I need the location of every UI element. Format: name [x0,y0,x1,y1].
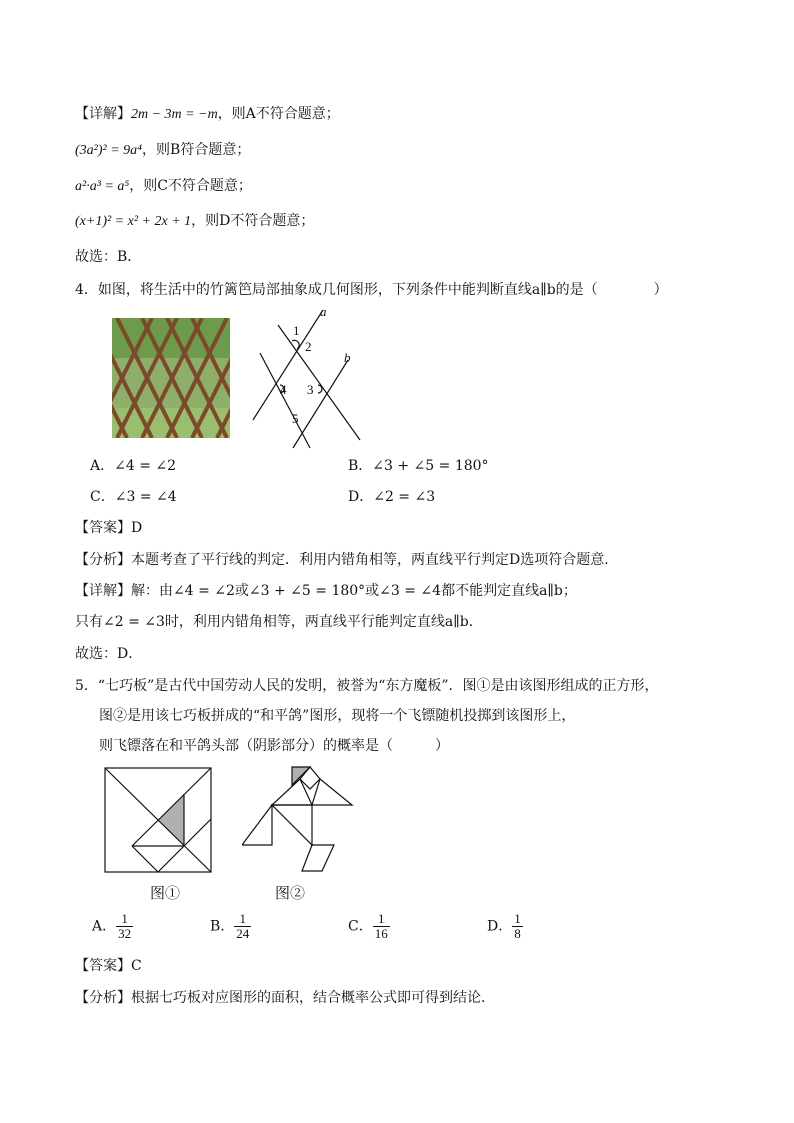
q4-choice: 故选：D． [75,646,143,662]
label-1: 1 [293,323,300,338]
option-letter: C． [348,918,373,935]
q4-option-d[interactable]: D．∠2 = ∠3 [348,489,436,505]
q4-option-b[interactable]: B．∠3 + ∠5 = 180° [348,458,489,474]
label-4: 4 [280,382,287,397]
figure-2-caption: 图② [275,884,306,902]
denominator: 24 [236,926,250,941]
label-b: b [344,350,351,365]
tangram-square-figure [104,767,212,873]
q5-analysis: 【分析】根据七巧板对应图形的面积，结合概率公式即可得到结论． [75,990,495,1006]
q3-choice: 故选：B． [75,249,142,265]
math-expr: (x+1)² = x² + 2x + 1 [75,214,192,229]
denominator: 8 [514,926,521,941]
parallel-lines-figure [248,305,368,450]
numerator: 1 [234,912,251,927]
q4-analysis: 【分析】本题考查了平行线的判定．利用内错角相等，两直线平行判定D选项符合题意． [75,552,619,568]
q5-line-3: 则飞镖落在和平鸽头部（阴影部分）的概率是（ ） [99,738,449,754]
q4-detail-2: 只有∠2 = ∠3时，利用内错角相等，两直线平行能判定直线a∥b． [75,614,483,630]
label-2: 2 [305,339,312,354]
q5-line-1: 5．“七巧板”是古代中国劳动人民的发明，被誉为“东方魔板”．图①是由该图形组成的正方形， [75,678,659,694]
q3-detail-line-2 [75,140,250,161]
option-letter: D． [487,918,513,935]
numerator: 1 [373,912,390,927]
denominator: 16 [374,926,388,941]
fence-photo [112,318,230,438]
numerator: 1 [514,911,521,926]
q5-option-d[interactable] [487,912,523,941]
option-letter: B． [210,918,235,935]
fraction [512,912,523,941]
q5-option-b[interactable] [210,912,251,941]
label-5: 5 [292,411,299,426]
text: ，则D不符合题意； [191,213,315,229]
q3-detail-line-1 [75,104,340,125]
figure-1-caption: 图① [150,884,181,902]
math-expr: 2m − 3m = −m [131,107,218,122]
denominator: 32 [118,926,132,941]
text: ，则C不符合题意； [129,178,252,194]
math-expr: a²·a³ = a⁵ [75,179,130,194]
q4-option-c[interactable]: C．∠3 = ∠4 [90,489,177,505]
fraction [234,912,251,941]
q3-detail-line-3 [75,176,252,197]
q5-option-c[interactable] [348,912,390,941]
math-expr: (3a²)² = 9a⁴ [75,143,143,158]
q5-line-2: 图②是用该七巧板拼成的“和平鸽”图形，现将一个飞镖随机投掷到该图形上， [99,708,576,724]
detail-prefix: 【详解】 [75,106,131,122]
label-a: a [320,305,327,319]
numerator: 1 [116,912,133,927]
fraction [116,912,133,941]
label-3: 3 [307,382,314,397]
q4-detail-1: 【详解】解：由∠4 = ∠2或∠3 + ∠5 = 180°或∠3 = ∠4都不能判定直线a∥b； [75,583,577,599]
q5-option-a[interactable] [92,912,133,941]
text: ，则B符合题意； [142,142,251,158]
fraction [373,912,390,941]
q4-answer: 【答案】D [75,520,143,536]
option-letter: A． [92,918,117,935]
tangram-dove-figure [242,765,356,873]
q3-detail-line-4 [75,211,314,232]
text: ，则A不符合题意； [217,106,340,122]
q5-answer: 【答案】C [75,958,142,974]
q4-option-a[interactable]: A．∠4 = ∠2 [90,458,177,474]
q4-stem: 4．如图，将生活中的竹篱笆局部抽象成几何图形，下列条件中能判断直线a∥b的是（ ） [75,282,668,298]
